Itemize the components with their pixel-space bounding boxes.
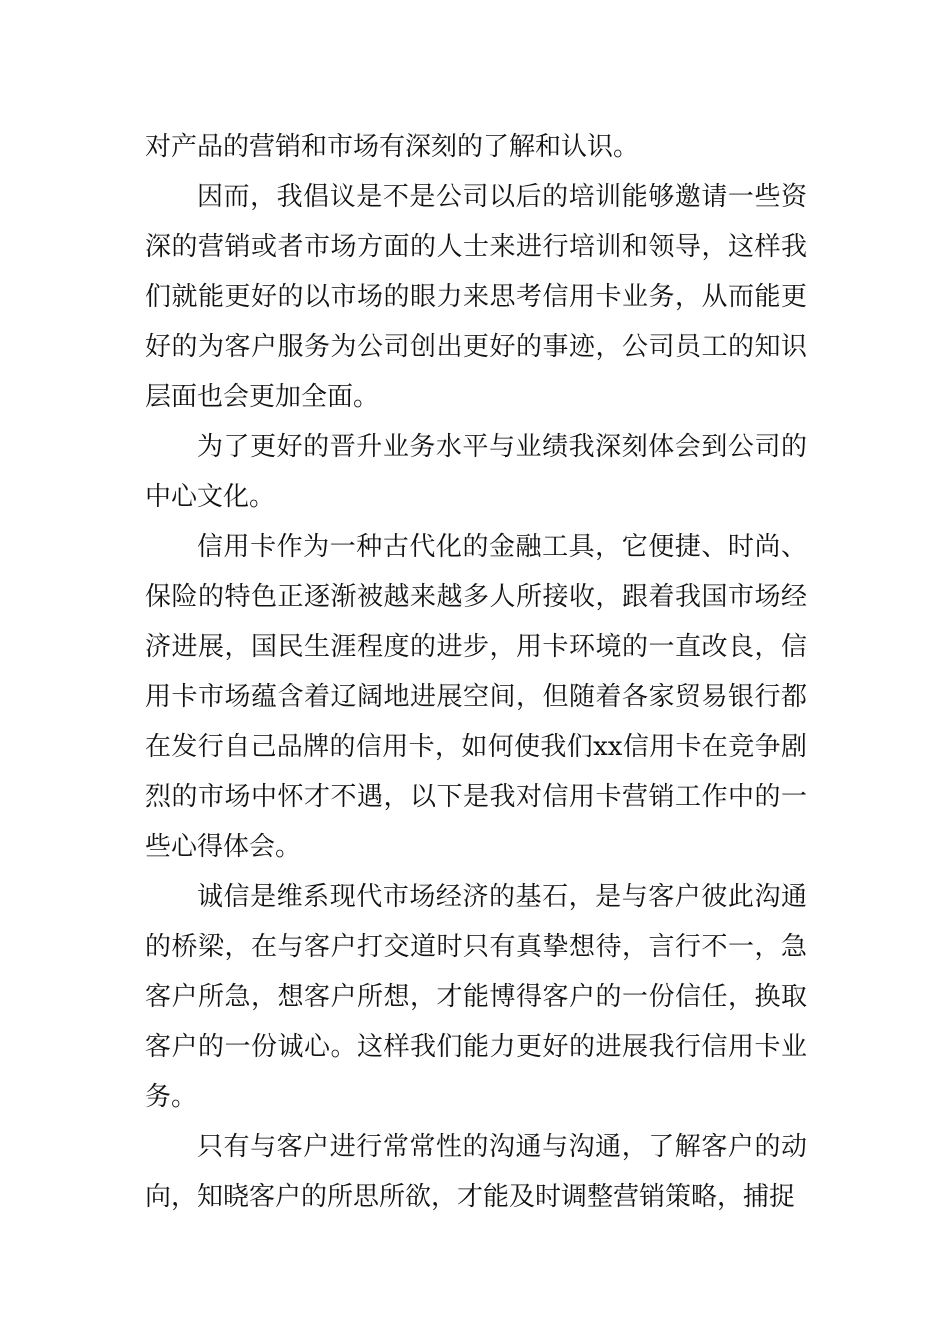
- paragraph-4: 信用卡作为一种古代化的金融工具，它便捷、时尚、保险的特色正逐渐被越来越多人所接收，跟着我国市场经济进展，国民生涯程度的进步，用卡环境的一直改良，信用卡市场蕴含着辽阔地进展空间，但随着各家贸易银行都在发行自己品牌的信用卡，如何使我们xx信用卡在竞争剧烈的市场中怀才不遇，以下是我对信用卡营销工作中的一些心得体会。: [145, 532, 807, 862]
- paragraph-2: 因而，我倡议是不是公司以后的培训能够邀请一些资深的营销或者市场方面的人士来进行培训和领导，这样我们就能更好的以市场的眼力来思考信用卡业务，从而能更好的为客户服务为公司创出更好的事迹，公司员工的知识层面也会更加全面。: [145, 182, 807, 412]
- paragraph-3: 为了更好的晋升业务水平与业绩我深刻体会到公司的中心文化。: [145, 432, 807, 512]
- paragraph-5: 诚信是维系现代市场经济的基石，是与客户彼此沟通的桥梁，在与客户打交道时只有真挚想待，言行不一，急客户所急，想客户所想，才能博得客户的一份信任，换取客户的一份诚心。这样我们能力更好的进展我行信用卡业务。: [145, 882, 807, 1112]
- paragraph-1: 对产品的营销和市场有深刻的了解和认识。: [145, 132, 640, 162]
- paragraph-6: 只有与客户进行常常性的沟通与沟通，了解客户的动向，知晓客户的所思所欲，才能及时调整营销策略，捕捉: [145, 1132, 807, 1212]
- document-page: [145, 122, 807, 1222]
